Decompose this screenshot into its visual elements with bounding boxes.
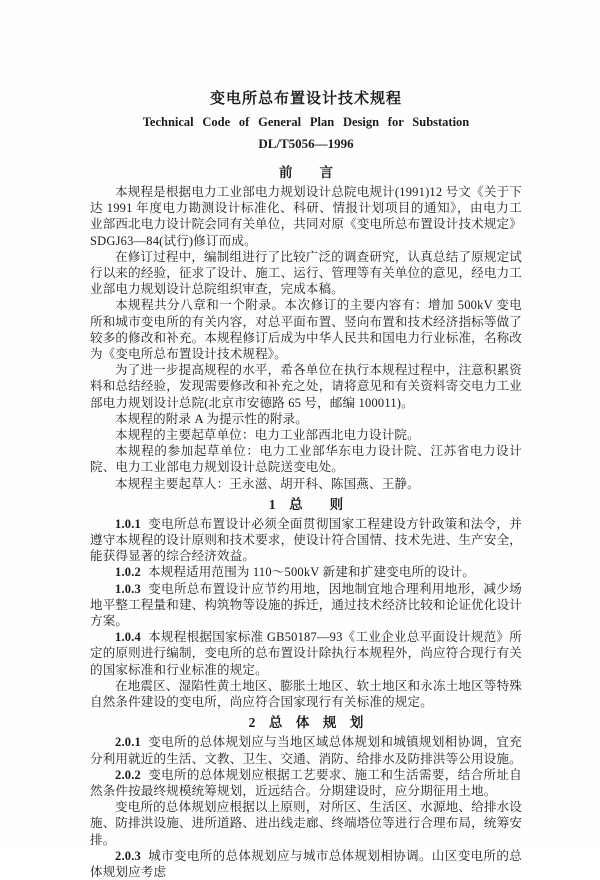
paragraph-text: 变电所的总体规划应根据以上原则，对所区、生活区、水源地、给排水设施、防排洪设施、进所道路、进出线走廊、终端塔位等进行合理布局，统筹安排。 — [90, 800, 522, 847]
paragraph-text: 本规程是根据电力工业部电力规划设计总院电规计(1991)12 号文《关于下达 1991 年度电力勘测设计标准化、科研、情报计划项目的通知》，由电力工业部西北电力设计院会同有关单位，共同对原《变电所总布置设计技术规定》SDGJ63—84(试行)修订而成。 — [90, 185, 522, 248]
paragraph — [90, 427, 522, 443]
paragraph-text: 本规程适用范围为 110～500kV 新建和扩建变电所的设计。 — [148, 565, 476, 580]
paragraph-text: 本规程的主要起草单位：电力工业部西北电力设计院。 — [115, 428, 420, 443]
document-title-en: Technical Code of General Plan Design for Substation — [142, 115, 470, 129]
paragraph-text: 本规程的附录 A 为提示性的附录。 — [115, 411, 308, 426]
clause-number: 1.0.3 — [115, 581, 141, 596]
paragraph — [90, 249, 522, 298]
paragraph-text: 在地震区、湿陷性黄土地区、膨胀土地区、软土地区和永冻土地区等特殊自然条件建设的变电所，尚应符合国家现行有关标准的规定。 — [90, 678, 522, 710]
paragraph — [90, 581, 522, 630]
document-section — [90, 164, 522, 492]
paragraph — [90, 184, 522, 249]
paragraph — [90, 411, 522, 427]
document-body — [90, 164, 522, 880]
paragraph — [90, 678, 522, 710]
document-section — [90, 496, 522, 710]
clause-number: 1.0.2 — [115, 565, 141, 580]
section-paragraphs — [90, 516, 522, 710]
paragraph — [90, 362, 522, 411]
paragraph — [90, 767, 522, 799]
document-title-cn: 变电所总布置设计技术规程 — [209, 91, 402, 107]
clause-number: 1.0.1 — [115, 516, 141, 531]
section-heading: 1 总 则 — [268, 496, 344, 512]
clause-number: 2.0.1 — [115, 735, 141, 750]
paragraph — [90, 564, 522, 580]
paragraph-text: 本规程的参加起草单位：电力工业部华东电力设计院、江苏省电力设计院、电力工业部电力规划设计总院送变电处。 — [90, 444, 522, 475]
paragraph — [90, 799, 522, 848]
paragraph-text: 变电所总布置设计必须全面贯彻国家工程建设方针政策和法令，并遵守本规程的设计原则和技术要求，使设计符合国情、技术先进、生产安全，能获得显著的综合经济效益。 — [90, 516, 522, 564]
paragraph-text: 在修订过程中，编制组进行了比较广泛的调查研究，认真总结了原规定试行以来的经验，征求了设计、施工、运行、管理等有关单位的意见，经电力工业部电力规划设计总院组织审查，完成本稿。 — [90, 249, 522, 297]
paragraph — [90, 734, 522, 766]
paragraph-text: 本规程共分八章和一个附录。本次修订的主要内容有：增加 500kV 变电所和城市变电所的有关内容，对总平面布置、竖向布置和技术经济指标等做了较多的修改和补充。本规程修订后成为中华人民共和国电力行业标准，名称改为《变电所总布置设计技术规程》。 — [90, 298, 522, 362]
paragraph-text: 为了进一步提高规程的水平，希各单位在执行本规程过程中，注意积累资料和总结经验，发现需要修改和补充之处，请将意见和有关资料寄交电力工业部电力规划设计总院(北京市安德路 65 号，邮编 100011)。 — [90, 363, 522, 410]
paragraph — [90, 443, 522, 475]
paragraph — [90, 848, 522, 880]
paragraph — [90, 516, 522, 565]
section-paragraphs — [90, 184, 522, 492]
paragraph-text: 变电所的总体规划应根据工艺要求、施工和生活需要，结合所址自然条件按最终规模统筹规划，近远结合。分期建设时，应分期征用土地。 — [90, 767, 522, 798]
paragraph-text: 变电所总布置设计应节约用地，因地制宜地合理利用地形，减少场地平整工程量和建、构筑物等设施的拆迁，通过技术经济比较和论证优化设计方案。 — [90, 581, 522, 629]
clause-number: 2.0.3 — [115, 848, 141, 863]
paragraph-text: 变电所的总体规划应与当地区域总体规划和城镇规划相协调，宜充分利用就近的生活、文教、卫生、交通、消防、给排水及防排洪等公用设施。 — [90, 735, 522, 766]
paragraph — [90, 629, 522, 678]
paragraph — [90, 476, 522, 492]
document-code: DL/T5056—1996 — [258, 136, 354, 151]
document-section — [90, 714, 522, 880]
paragraph-text: 本规程根据国家标准 GB50187—93《工业企业总平面设计规范》所定的原则进行编制，变电所的总布置设计除执行本规程外，尚应符合现行有关的国家标准和行业标准的规定。 — [90, 630, 522, 677]
section-heading: 前 言 — [279, 165, 333, 180]
paragraph-text: 城市变电所的总体规划应与城市总体规划相协调。山区变电所的总体规划应考虑 — [90, 848, 522, 879]
section-paragraphs — [90, 734, 522, 880]
clause-number: 2.0.2 — [115, 767, 141, 782]
section-heading: 2 总 体 规 划 — [248, 715, 364, 731]
clause-number: 1.0.4 — [115, 630, 141, 645]
paragraph — [90, 297, 522, 362]
paragraph-text: 本规程主要起草人：王永滋、胡开科、陈国燕、王静。 — [115, 476, 420, 491]
